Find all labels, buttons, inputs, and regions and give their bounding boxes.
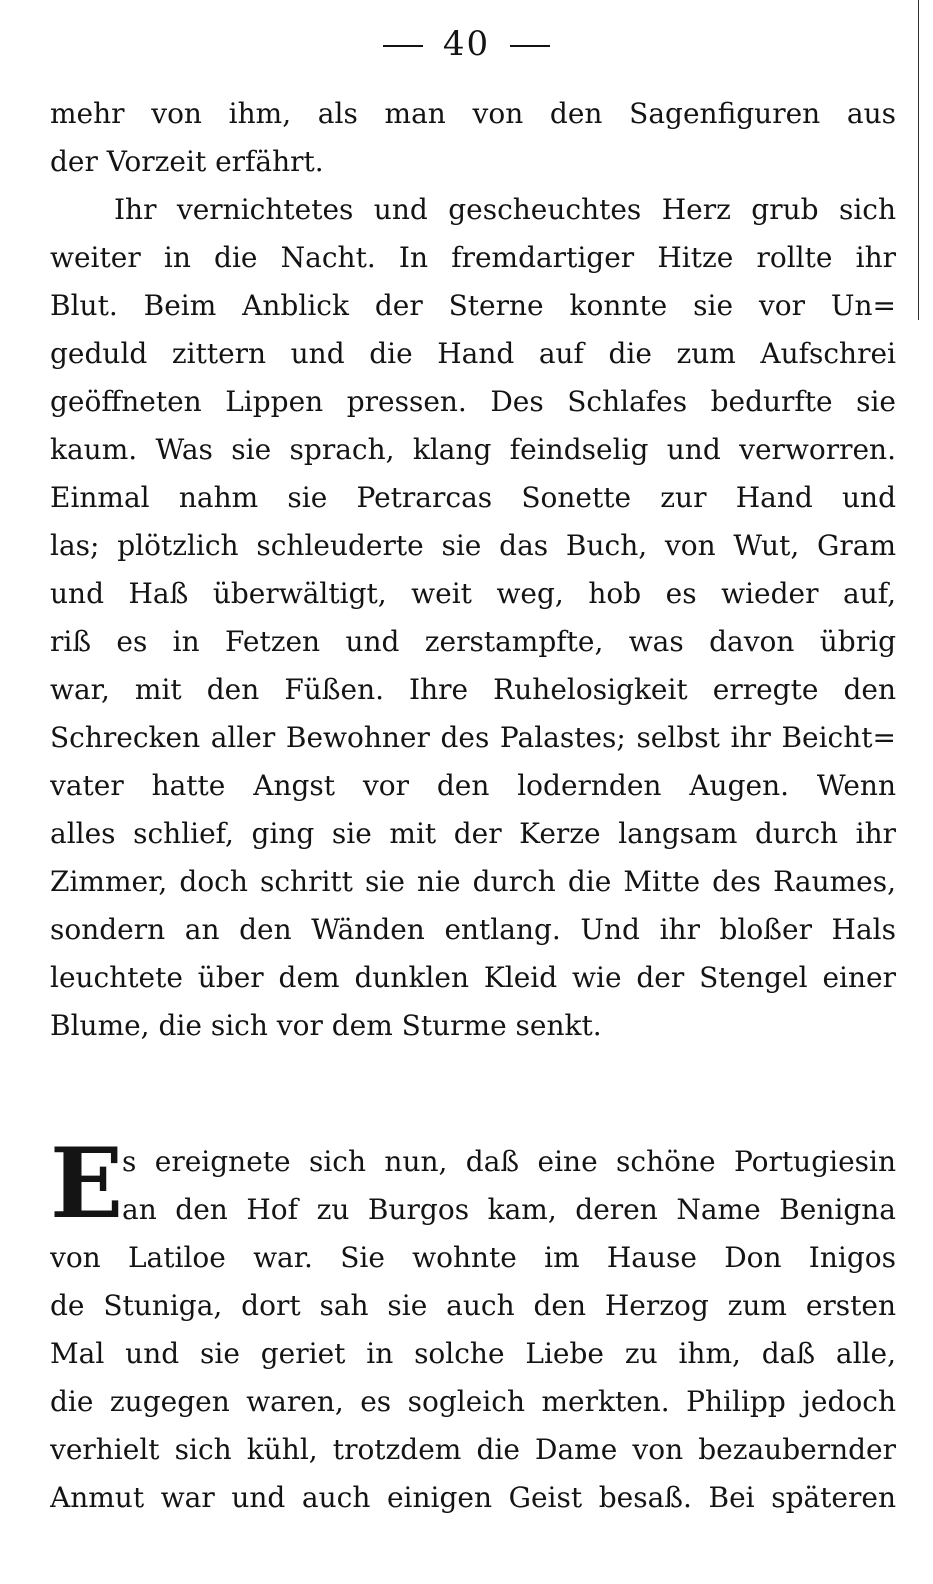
text-line: de Stuniga, dort sah sie auch den Herzog zum ersten xyxy=(50,1289,896,1322)
text-block-lower xyxy=(50,1127,896,1522)
text-line: las; plötzlich schleuderte sie das Buch, von Wut, Gram xyxy=(50,529,896,562)
text-line: Schrecken aller Bewohner des Palastes; selbst ihr Beicht= xyxy=(50,721,896,754)
text-line: weiter in die Nacht. In fremdartiger Hitze rollte ihr xyxy=(50,241,896,274)
text-line: verhielt sich kühl, trotzdem die Dame von bezaubernder xyxy=(50,1433,896,1466)
header-dash-right xyxy=(510,45,550,47)
text-line: Einmal nahm sie Petrarcas Sonette zur Hand und xyxy=(50,481,896,514)
text-line: war, mit den Füßen. Ihre Ruhelosigkeit erregte den xyxy=(50,673,896,706)
text-line: Anmut war und auch einigen Geist besaß. Bei späteren xyxy=(50,1481,896,1514)
text-line: der Vorzeit erfährt. xyxy=(50,145,324,178)
text-line: kaum. Was sie sprach, klang feindselig und verworren. xyxy=(50,433,896,466)
text-line: Zimmer, doch schritt sie nie durch die Mitte des Raumes, xyxy=(50,865,896,898)
text-line: s ereignete sich nun, daß eine schöne Portugiesin xyxy=(122,1145,896,1178)
text-line: an den Hof zu Burgos kam, deren Name Benigna xyxy=(122,1193,896,1226)
text-line: alles schlief, ging sie mit der Kerze langsam durch ihr xyxy=(50,817,896,850)
text-line: Ihr vernichtetes und gescheuchtes Herz grub sich xyxy=(114,193,896,226)
text-line: sondern an den Wänden entlang. Und ihr bloßer Hals xyxy=(50,913,896,946)
text-line: leuchtete über dem dunklen Kleid wie der Stengel einer xyxy=(50,961,896,994)
header-dash-left xyxy=(383,45,423,47)
text-line: von Latiloe war. Sie wohnte im Hause Don Inigos xyxy=(50,1241,896,1274)
text-block-upper xyxy=(50,90,896,1050)
text-line: Mal und sie geriet in solche Liebe zu ihm, daß alle, xyxy=(50,1337,896,1370)
drop-cap: E xyxy=(50,1127,124,1240)
page-number-header xyxy=(0,24,933,64)
text-line: riß es in Fetzen und zerstampfte, was davon übrig xyxy=(50,625,896,658)
text-line: vater hatte Angst vor den lodernden Augen. Wenn xyxy=(50,769,896,802)
text-line: die zugegen waren, es sogleich merkten. Philipp jedoch xyxy=(50,1385,896,1418)
text-line: geöffneten Lippen pressen. Des Schlafes bedurfte sie xyxy=(50,385,896,418)
text-line: mehr von ihm, als man von den Sagenfiguren aus xyxy=(50,97,896,130)
page-number: 40 xyxy=(442,24,491,64)
text-line: und Haß überwältigt, weit weg, hob es wieder auf, xyxy=(50,577,896,610)
text-line: Blume, die sich vor dem Sturme senkt. xyxy=(50,1009,602,1042)
text-line: Blut. Beim Anblick der Sterne konnte sie vor Un= xyxy=(50,289,896,322)
text-line: geduld zittern und die Hand auf die zum Aufschrei xyxy=(50,337,896,370)
